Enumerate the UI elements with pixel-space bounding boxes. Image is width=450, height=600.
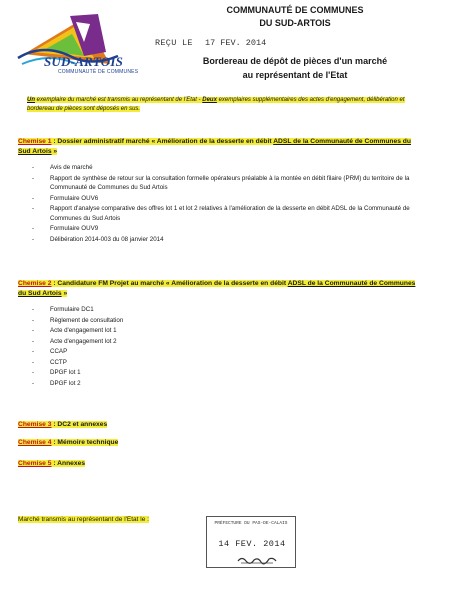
chemise-3-heading [18, 421, 107, 428]
list-item: - Délibération 2014-003 du 08 janvier 2014 [18, 235, 418, 245]
list-item: - Formulaire DC1 [18, 305, 418, 315]
chemise-3-highlight [18, 421, 107, 428]
list-item: - Règlement de consultation [18, 316, 418, 326]
list-item: - Acte d'engagement lot 2 [18, 337, 418, 347]
notice-part-1: exemplaire du marché est transmis au représentant de l'Etat - [35, 97, 203, 103]
organization-name [190, 4, 400, 30]
stamp-authority: PRÉFECTURE DU PAS-DE-CALAIS [214, 521, 288, 526]
transmission-line [18, 516, 149, 523]
chemise-2-title-a: : Candidature FM Projet au marché « Amélioration de la desserte en débit [51, 280, 288, 287]
notice-part-2: exemplaires supplémentaires des actes d'engagement, délibération et bordereau de pièces sont déposés en sus. [27, 97, 405, 112]
chemise-4-heading [18, 439, 118, 446]
org-line-1: COMMUNAUTÉ DE COMMUNES [226, 5, 364, 15]
title-line-2: au représentant de l'Etat [242, 70, 348, 80]
chemise-2-title-c: » [61, 290, 68, 297]
list-item: - Acte d'engagement lot 1 [18, 326, 418, 336]
chemise-2-highlight [18, 280, 415, 297]
chemise-2-heading [18, 279, 418, 299]
transmission-text: Marché transmis au représentant de l'Etat le : [18, 516, 149, 523]
list-item: - Formulaire OUV9 [18, 224, 418, 234]
chemise-1-heading [18, 137, 418, 157]
list-item: - Formulaire OUV6 [18, 194, 418, 204]
logo-name: SUD-ARTOIS [44, 54, 124, 69]
list-item: - DPGF lot 2 [18, 379, 418, 389]
chemise-5-title: : Annexes [51, 460, 86, 467]
chemise-2-list [18, 305, 418, 388]
chemise-1-title-b: ADSL de la Communauté de Communes du Sud Artois [18, 138, 411, 155]
prefecture-stamp [206, 516, 296, 568]
list-item: - Avis de marché [18, 163, 418, 173]
chemise-1-list [18, 163, 418, 244]
chemise-3-title: : DC2 et annexes [51, 421, 108, 428]
chemise-3-label: Chemise 3 [18, 421, 52, 428]
document-title [190, 54, 400, 82]
list-item: - CCTP [18, 358, 418, 368]
stamp-signature [237, 555, 277, 565]
notice-lead: Un [27, 97, 35, 103]
chemise-1-title-a: : Dossier administratif marché « Amélioration de la desserte en débit [51, 138, 274, 145]
logo-tagline: COMMUNAUTÉ DE COMMUNES [58, 69, 139, 75]
received-label: REÇU LE [155, 38, 193, 48]
chemise-5-heading [18, 460, 85, 467]
org-line-2: DU SUD-ARTOIS [259, 18, 331, 28]
notice-emphasis: Deux [202, 97, 217, 103]
chemise-2-label: Chemise 2 [18, 280, 52, 287]
chemise-5-highlight [18, 460, 85, 467]
chemise-2-section [18, 279, 418, 389]
notice-text [27, 97, 405, 112]
notice-paragraph [27, 96, 422, 114]
chemise-2-title-b: ADSL de la Communauté de Communes du Sud Artois [18, 280, 416, 297]
chemise-1-highlight [18, 138, 411, 155]
list-item: - DPGF lot 1 [18, 368, 418, 378]
chemise-4-highlight [18, 439, 118, 446]
list-item: - Rapport de synthèse de retour sur la consultation formelle opérateurs préalable à la montée en débit filaire (PRM) du territoire de la Communauté de Communes du Sud Artois [18, 174, 418, 193]
received-date: 17 FEV. 2014 [205, 38, 267, 48]
list-item: - Rapport d'analyse comparative des offres lot 1 et lot 2 relatives à l'amélioration de la desserte en débit ADSL de la Communauté de Communes du Sud Artois [18, 204, 418, 223]
list-item: - CCAP [18, 347, 418, 357]
chemise-1-section [18, 137, 418, 245]
chemise-4-title: : Mémoire technique [51, 439, 119, 446]
chemise-4-label: Chemise 4 [18, 439, 52, 446]
chemise-1-label: Chemise 1 [18, 138, 52, 145]
title-line-1: Bordereau de dépôt de pièces d'un marché [202, 56, 388, 66]
stamp-date: 14 FEV. 2014 [218, 539, 286, 549]
chemise-5-label: Chemise 5 [18, 460, 52, 467]
chemise-1-title-c: » [51, 148, 58, 155]
